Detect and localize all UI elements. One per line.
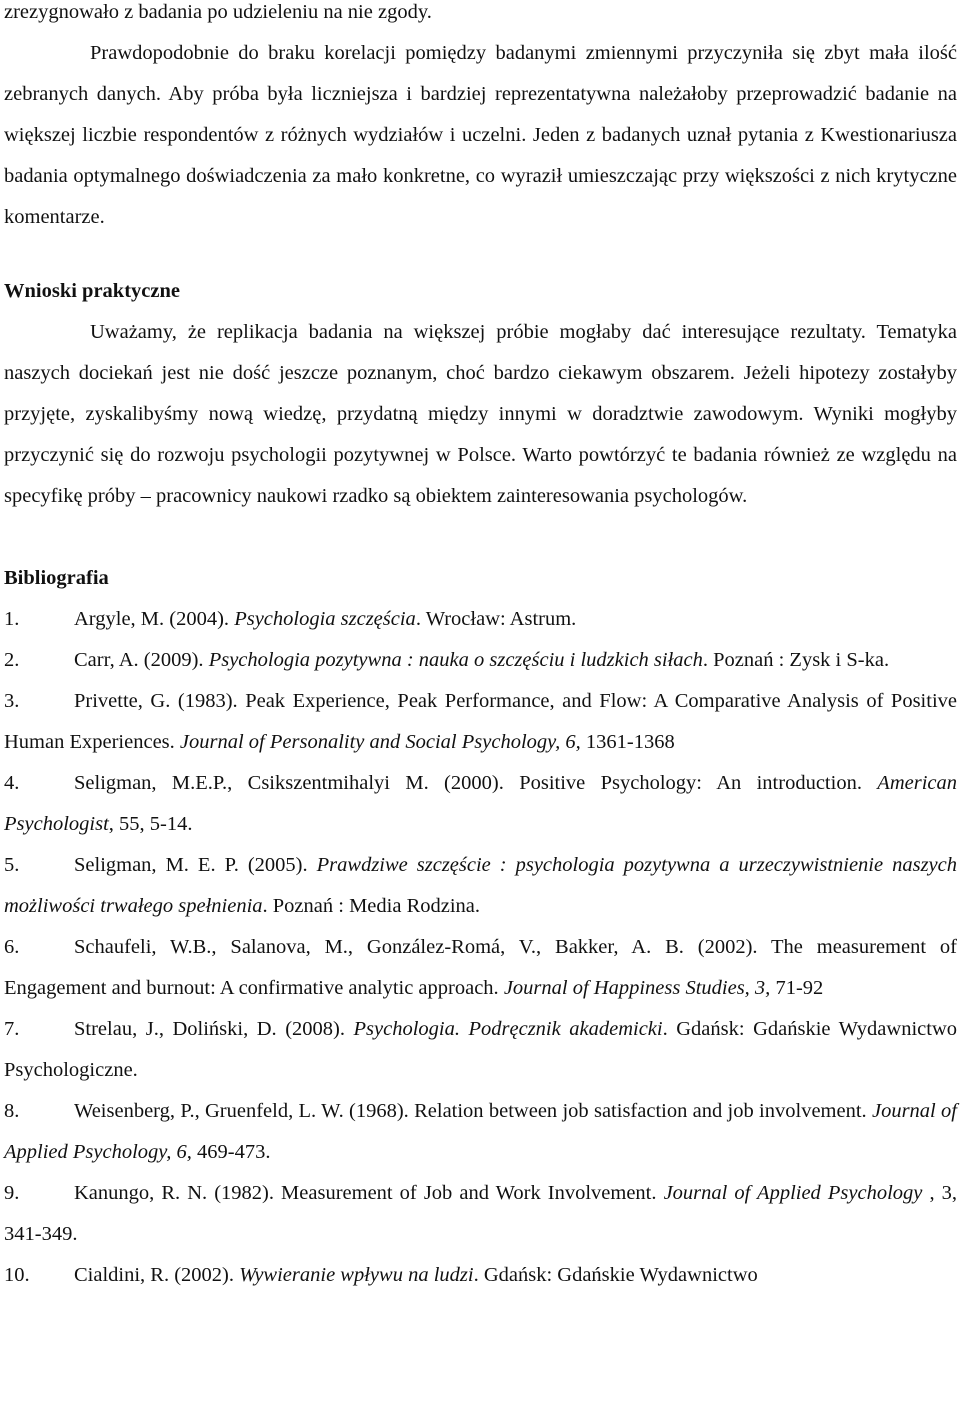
ref-tail: . Gdańsk: Gdańskie Wydawnictwo Psychologiczne. — [4, 1018, 957, 1081]
ref-tail: , 3, 341-349. — [4, 1182, 958, 1245]
ref-title: Journal of Happiness Studies, 3, — [503, 977, 771, 999]
ref-number: 2. — [4, 649, 20, 671]
ref-number: 6. — [4, 936, 20, 958]
ref-title: Journal of Applied Psychology, 6, — [4, 1100, 957, 1163]
conclusions-paragraph: Uważamy, że replikacja badania na większej próbie mogłaby dać interesujące rezultaty. Tematyka naszych dociekań jest nie dość jeszcze poznanym, choć bardzo ciekawym obszarem. Jeżeli hipotezy zostałyby przyjęte, zyskalibyśmy nową wiedzę, przydatną między innymi w doradztwie zawodowym. Wyniki mogłyby przyczynić się do rozwoju psychologii pozytywnej w Polsce. Warto powtórzyć te badania również ze względu na specyfikę próby – pracownicy naukowi rzadko są obiektem zainteresowania psychologów. — [4, 321, 957, 507]
ref-tail: , 55, 5-14. — [108, 813, 193, 835]
ref-title: Prawdziwe szczęście : psychologia pozytywna a urzeczywistnienie naszych możliwości trwałego spełnienia — [4, 854, 958, 917]
bibliography-item — [4, 599, 957, 640]
ref-tail: . Wrocław: Astrum. — [415, 608, 577, 630]
intro-line: zrezygnowało z badania po udzieleniu na nie zgody. — [4, 1, 432, 23]
ref-text: Privette, G. (1983). Peak Experience, Peak Performance, and Flow: A Comparative Analysis of Positive Human Experiences. — [4, 690, 957, 753]
bibliography-item — [4, 681, 957, 763]
ref-tail: 1361-1368 — [580, 731, 675, 753]
ref-number: 9. — [4, 1182, 20, 1204]
bibliography-item — [4, 1009, 957, 1091]
intro-paragraph: Prawdopodobnie do braku korelacji pomiędzy badanymi zmiennymi przyczyniła się zbyt mała ilość zebranych danych. Aby próba była liczniejsza i bardziej reprezentatywna należałoby przeprowadzić badanie na większej liczbie respondentów z różnych wydziałów i uczelni. Jeden z badanych uznał pytania z Kwestionariusza badania optymalnego doświadczenia za mało konkretne, co wyraził umieszczając przy większości z nich krytyczne komentarze. — [4, 42, 957, 228]
ref-text: Seligman, M.E.P., Csikszentmihalyi M. (2000). Positive Psychology: An introduction. — [74, 772, 878, 794]
ref-title: Journal of Applied Psychology — [663, 1182, 923, 1204]
ref-tail: . Gdańsk: Gdańskie Wydawnictwo — [473, 1264, 758, 1286]
ref-title: Psychologia pozytywna : nauka o szczęściu i ludzkich siłach — [208, 649, 703, 671]
ref-title: Wywieranie wpływu na ludzi — [239, 1264, 474, 1286]
bibliography-item — [4, 845, 957, 927]
ref-number: 4. — [4, 772, 20, 794]
ref-text: Argyle, M. (2004). — [74, 608, 235, 630]
ref-text: Kanungo, R. N. (1982). Measurement of Job and Work Involvement. — [74, 1182, 664, 1204]
bibliography-item — [4, 640, 957, 681]
conclusions-heading: Wnioski praktyczne — [4, 280, 180, 302]
ref-title: American Psychologist — [4, 772, 957, 835]
ref-title: Psychologia szczęścia — [234, 608, 416, 630]
ref-tail: 71-92 — [770, 977, 824, 999]
ref-text: Schaufeli, W.B., Salanova, M., González-Romá, V., Bakker, A. B. (2002). The measurement of Engagement and burnout: A confirmative analytic approach. — [4, 936, 957, 999]
ref-number: 3. — [4, 690, 20, 712]
ref-tail: . Poznań : Media Rodzina. — [262, 895, 481, 917]
ref-title: Psychologia. Podręcznik akademicki — [353, 1018, 663, 1040]
document-page — [4, 0, 957, 1296]
bibliography-item — [4, 1091, 957, 1173]
ref-text: Strelau, J., Doliński, D. (2008). — [74, 1018, 354, 1040]
ref-number: 10. — [4, 1264, 30, 1286]
ref-title: Journal of Personality and Social Psychology, 6, — [179, 731, 581, 753]
ref-text: Weisenberg, P., Gruenfeld, L. W. (1968). Relation between job satisfaction and job involvement. — [74, 1100, 872, 1122]
ref-number: 5. — [4, 854, 20, 876]
ref-number: 1. — [4, 608, 20, 630]
bibliography-item — [4, 763, 957, 845]
bibliography-list — [4, 599, 957, 1296]
bibliography-item — [4, 1173, 957, 1255]
ref-number: 8. — [4, 1100, 20, 1122]
bibliography-heading: Bibliografia — [4, 567, 109, 589]
ref-text: Carr, A. (2009). — [74, 649, 209, 671]
ref-tail: . Poznań : Zysk i S-ka. — [702, 649, 890, 671]
ref-text: Seligman, M. E. P. (2005). — [74, 854, 317, 876]
ref-text: Cialdini, R. (2002). — [74, 1264, 240, 1286]
bibliography-item — [4, 1255, 957, 1296]
ref-tail: 469-473. — [191, 1141, 271, 1163]
ref-number: 7. — [4, 1018, 20, 1040]
bibliography-item — [4, 927, 957, 1009]
